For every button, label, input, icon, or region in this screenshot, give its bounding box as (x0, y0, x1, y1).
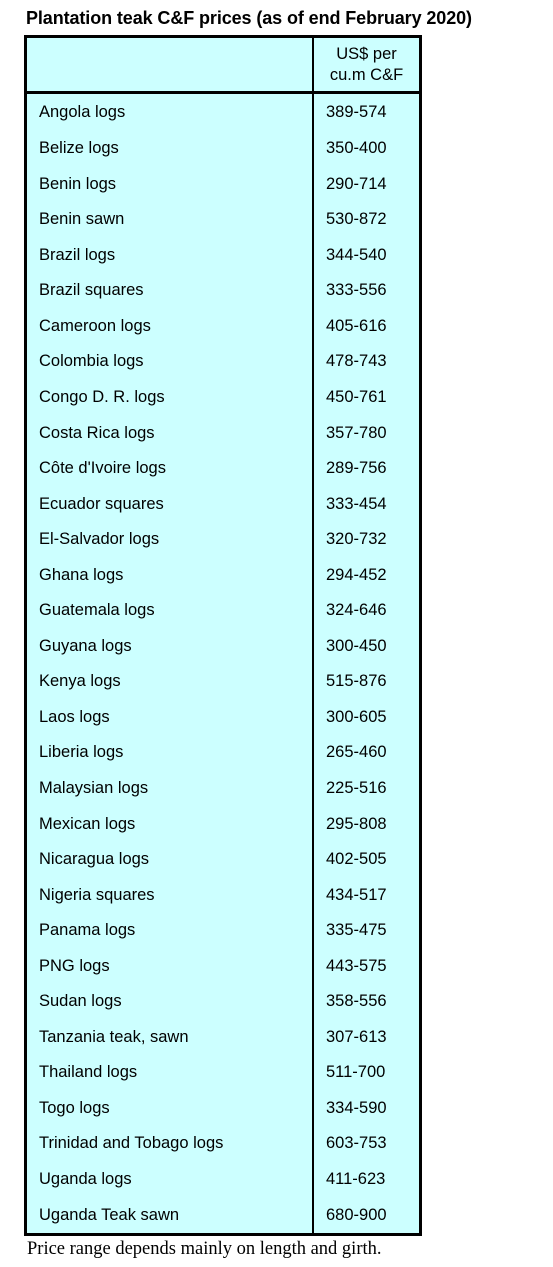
price-range-cell: 350-400 (313, 131, 419, 167)
table-row (27, 1197, 419, 1233)
origin-cell: Sudan logs (39, 992, 122, 1011)
table-row (27, 1055, 419, 1091)
table-row (27, 131, 419, 167)
origin-cell: Ghana logs (39, 565, 124, 584)
table-row (27, 700, 419, 736)
table-row (27, 629, 419, 665)
price-range-cell: 358-556 (313, 984, 419, 1020)
price-range-cell: 307-613 (313, 1020, 419, 1056)
origin-cell: Cameroon logs (39, 316, 151, 335)
table-row (27, 984, 419, 1020)
price-range-cell: 300-450 (313, 629, 419, 665)
origin-cell: Nicaragua logs (39, 850, 150, 869)
table-row (27, 273, 419, 309)
table-row (27, 735, 419, 771)
price-range-cell: 357-780 (313, 415, 419, 451)
header-price-line2: cu.m C&F (329, 65, 404, 84)
price-range-cell: 333-556 (313, 273, 419, 309)
price-range-cell: 324-646 (313, 593, 419, 629)
origin-cell: Ecuador squares (39, 494, 164, 513)
origin-cell: Brazil squares (39, 281, 144, 300)
price-range-cell: 405-616 (313, 309, 419, 345)
price-table (27, 38, 419, 1233)
price-range-cell: 434-517 (313, 877, 419, 913)
table-row (27, 1162, 419, 1198)
table-row (27, 593, 419, 629)
price-range-cell: 511-700 (313, 1055, 419, 1091)
origin-cell: Angola logs (39, 102, 126, 121)
origin-cell: El-Salvador logs (39, 530, 160, 549)
origin-cell: Mexican logs (39, 814, 136, 833)
price-range-cell: 290-714 (313, 166, 419, 202)
origin-cell: Benin sawn (39, 210, 125, 229)
header-price-line1: US$ per (336, 44, 397, 63)
table-row (27, 842, 419, 878)
origin-cell: Brazil logs (39, 245, 116, 264)
table-row (27, 415, 419, 451)
price-range-cell: 265-460 (313, 735, 419, 771)
footnote: Price range depends mainly on length and girth. (27, 1239, 382, 1259)
price-range-cell: 515-876 (313, 664, 419, 700)
table-row (27, 1091, 419, 1127)
origin-cell: Togo logs (39, 1098, 110, 1117)
header-price-cell (313, 38, 419, 93)
origin-cell: Laos logs (39, 707, 110, 726)
origin-cell: PNG logs (39, 956, 110, 975)
price-range-cell: 320-732 (313, 522, 419, 558)
table-header-row (27, 38, 419, 93)
table-row (27, 522, 419, 558)
price-table-body (27, 38, 419, 1233)
price-range-cell: 333-454 (313, 486, 419, 522)
table-row (27, 486, 419, 522)
origin-cell: Uganda logs (39, 1169, 132, 1188)
page-title: Plantation teak C&F prices (as of end February 2020) (26, 8, 472, 28)
origin-cell: Trinidad and Tobago logs (39, 1134, 224, 1153)
price-range-cell: 344-540 (313, 238, 419, 274)
table-row (27, 202, 419, 238)
origin-cell: Panama logs (39, 921, 136, 940)
price-range-cell: 411-623 (313, 1162, 419, 1198)
table-row (27, 238, 419, 274)
origin-cell: Guyana logs (39, 636, 132, 655)
price-range-cell: 443-575 (313, 948, 419, 984)
price-range-cell: 294-452 (313, 557, 419, 593)
table-row (27, 166, 419, 202)
price-range-cell: 389-574 (313, 93, 419, 131)
table-row (27, 309, 419, 345)
table-row (27, 1126, 419, 1162)
table-row (27, 451, 419, 487)
table-row (27, 664, 419, 700)
table-row (27, 380, 419, 416)
table-row (27, 877, 419, 913)
price-range-cell: 335-475 (313, 913, 419, 949)
price-table-container (24, 35, 422, 1236)
origin-cell: Tanzania teak, sawn (39, 1027, 189, 1046)
origin-cell: Côte d'Ivoire logs (39, 459, 166, 478)
price-range-cell: 402-505 (313, 842, 419, 878)
origin-cell: Malaysian logs (39, 778, 149, 797)
price-range-cell: 334-590 (313, 1091, 419, 1127)
price-range-cell: 225-516 (313, 771, 419, 807)
origin-cell: Kenya logs (39, 672, 121, 691)
origin-cell: Thailand logs (39, 1063, 138, 1082)
origin-cell: Uganda Teak sawn (39, 1205, 180, 1224)
origin-cell: Congo D. R. logs (39, 387, 165, 406)
header-name-cell (27, 38, 313, 93)
price-range-cell: 478-743 (313, 344, 419, 380)
origin-cell: Costa Rica logs (39, 423, 155, 442)
table-row (27, 557, 419, 593)
price-range-cell: 530-872 (313, 202, 419, 238)
table-row (27, 1020, 419, 1056)
price-range-cell: 300-605 (313, 700, 419, 736)
table-row (27, 93, 419, 131)
table-row (27, 948, 419, 984)
origin-cell: Benin logs (39, 174, 117, 193)
table-row (27, 913, 419, 949)
price-range-cell: 450-761 (313, 380, 419, 416)
origin-cell: Liberia logs (39, 743, 124, 762)
origin-cell: Guatemala logs (39, 601, 155, 620)
origin-cell: Nigeria squares (39, 885, 155, 904)
table-row (27, 771, 419, 807)
origin-cell: Belize logs (39, 139, 119, 158)
price-range-cell: 603-753 (313, 1126, 419, 1162)
price-range-cell: 295-808 (313, 806, 419, 842)
price-range-cell: 680-900 (313, 1197, 419, 1233)
price-range-cell: 289-756 (313, 451, 419, 487)
origin-cell: Colombia logs (39, 352, 144, 371)
table-row (27, 806, 419, 842)
table-row (27, 344, 419, 380)
